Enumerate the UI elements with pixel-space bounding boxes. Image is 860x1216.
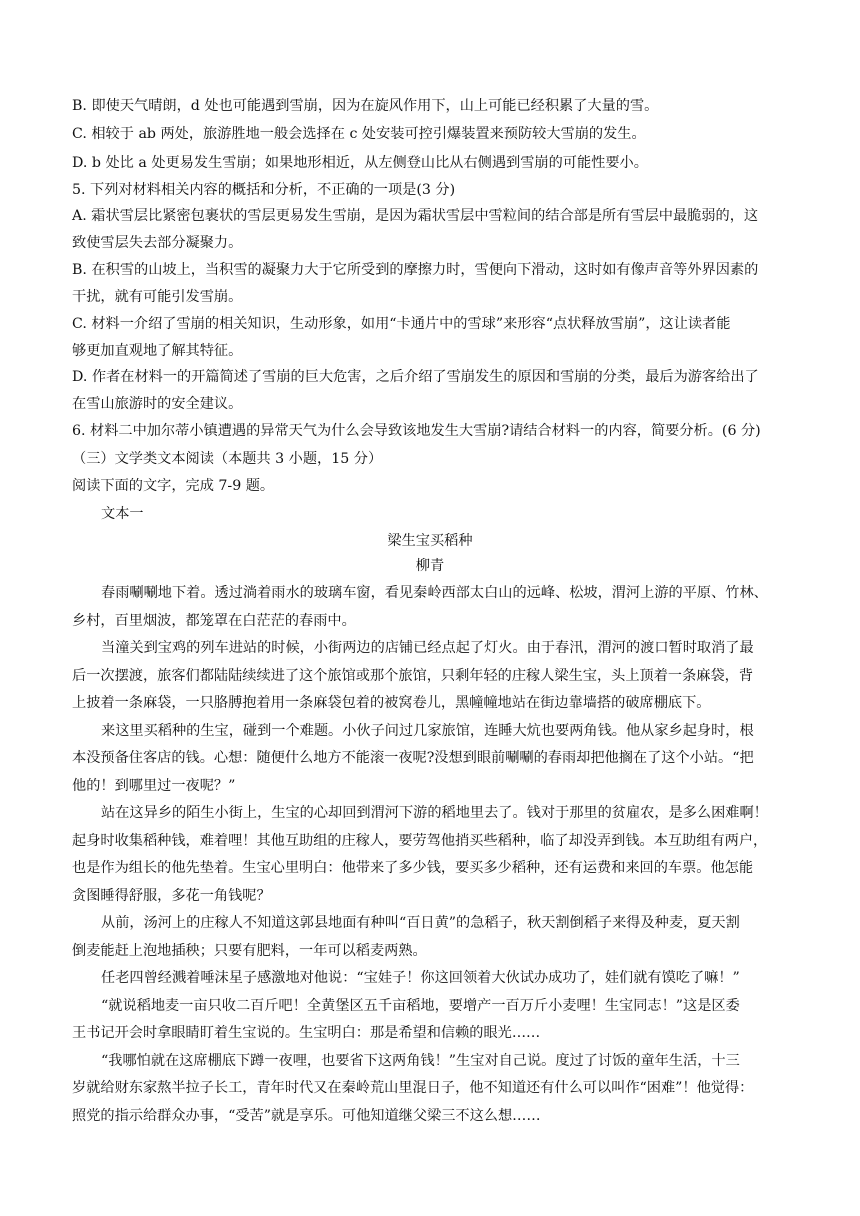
option-b-line: B. 即使天气晴朗，d 处也可能遇到雪崩，因为在旋风作用下，山上可能已经积累了大量的雪。 [72,98,659,114]
paragraph-line: 上披着一条麻袋，一只胳膊抱着用一条麻袋包着的被窝卷儿，黑幢幢地站在街边靠墙搭的破席棚底下。 [72,695,711,711]
q5-option-a-line1: A. 霜状雪层比紧密包裹状的雪层更易发生雪崩，是因为霜状雪层中雪粒间的结合部是所有雪层中最脆弱的，这 [72,208,759,224]
q5-option-c-line1: C. 材料一介绍了雪崩的相关知识，生动形象，如用“卡通片中的雪球”来形容“点状释放雪崩”，这让读者能 [72,316,731,332]
paragraph-line: 站在这异乡的陌生小街上，生宝的心却回到渭河下游的稻地里去了。钱对于那里的贫雇农，是多么困难啊！ [101,805,768,821]
paragraph-line: “我哪怕就在这席棚底下蹲一夜哩，也要省下这两角钱！”生宝对自己说。度过了讨饭的童年生活，十三 [101,1053,740,1069]
paragraph-line: 本没预备住客店的钱。心想：随便什么地方不能滚一夜呢?没想到眼前唰唰的春雨却把他搁在了这个小站。“把 [72,750,754,766]
section-heading: （三）文学类文本阅读（本题共 3 小题，15 分） [72,451,383,467]
q5-option-d-line1: D. 作者在材料一的开篇简述了雪崩的巨大危害，之后介绍了雪崩发生的原因和雪崩的分类，最后为游客给出了 [72,369,759,385]
paragraph-line: 来这里买稻种的生宝，碰到一个难题。小伙子问过几家旅馆，连睡大炕也要两角钱。他从家乡起身时，根 [101,723,754,739]
paragraph-line: 倒麦能赶上泡地插秧；只要有肥料，一年可以稻麦两熟。 [72,943,427,959]
q5-option-b-line2: 干扰，就有可能引发雪崩。 [72,289,243,305]
paragraph-line: 王书记开会时拿眼睛盯着生宝说的。生宝明白：那是希望和信赖的眼光…… [72,1025,541,1041]
paragraph-line: 也是作为组长的他先垫着。生宝心里明白：他带来了多少钱，要买多少稻种，还有运费和来回的车票。他怎能 [72,860,754,876]
paragraph-line: 从前，汤河上的庄稼人不知道这郭县地面有种叫“百日黄”的急稻子，秋天割倒稻子来得及种麦，夏天割 [101,915,740,931]
q5-option-b-line1: B. 在积雪的山坡上，当积雪的凝聚力大于它所受到的摩擦力时，雪便向下滑动，这时如有像声音等外界因素的 [72,262,759,278]
paragraph-line: “就说稻地麦一亩只收二百斤吧！全黄堡区五千亩稻地，要增产一百万斤小麦哩！生宝同志！”这是区委 [101,998,740,1014]
reading-instruction: 阅读下面的文字，完成 7-9 题。 [72,478,275,494]
q5-option-d-line2: 在雪山旅游时的安全建议。 [72,396,243,412]
paragraph-line: 后一次摆渡，旅客们都陆陆续续进了这个旅馆或那个旅馆，只剩年轻的庄稼人梁生宝，头上顶着一条麻袋，背 [72,668,754,684]
story-title: 梁生宝买稻种 [387,533,473,549]
paragraph-line: 任老四曾经溅着唾沫星子感激地对他说：“宝娃子！你这回领着大伙试办成功了，娃们就有馍吃了嘛！” [101,970,740,986]
paragraph-line: 照党的指示给群众办事，“受苦”就是享乐。可他知道继父梁三不这么想…… [72,1108,541,1124]
q5-option-a-line2: 致使雪层失去部分凝聚力。 [72,235,243,251]
story-author: 柳青 [415,558,445,574]
text-one-label: 文本一 [101,506,144,522]
paragraph-line: 他的！到哪里过一夜呢？” [72,778,236,794]
paragraph-line: 乡村，百里烟波，都笼罩在白茫茫的春雨中。 [72,613,356,629]
paragraph-line: 当潼关到宝鸡的列车进站的时候，小街两边的店铺已经点起了灯火。由于春汛，渭河的渡口暂时取消了最 [101,640,754,656]
question-5: 5. 下列对材料相关内容的概括和分析，不正确的一项是(3 分) [72,182,456,198]
paragraph-line: 贪图睡得舒服，多花一角钱呢？ [72,888,271,904]
question-6: 6. 材料二中加尔蒂小镇遭遇的异常天气为什么会导致该地发生大雪崩?请结合材料一的内容，简要分析。(6 分) [72,423,761,439]
option-d-line: D. b 处比 a 处更易发生雪崩；如果地形相近，从左侧登山比从右侧遇到雪崩的可能性要小。 [72,155,648,171]
paragraph-line: 春雨唰唰地下着。透过淌着雨水的玻璃车窗，看见秦岭西部太白山的远峰、松坡，渭河上游的平原、竹林、 [101,585,768,601]
paragraph-line: 岁就给财东家熬半拉子长工，青年时代又在秦岭荒山里混日子，他不知道还有什么可以叫作“困难”！他觉得： [72,1080,754,1096]
q5-option-c-line2: 够更加直观地了解其特征。 [72,343,243,359]
option-c-line: C. 相较于 ab 两处，旅游胜地一般会选择在 c 处安装可控引爆装置来预防较大雪崩的发生。 [72,126,646,142]
paragraph-line: 起身时收集稻种钱，难着哩！其他互助组的庄稼人，要劳驾他捎买些稻种，临了却没弄到钱。本互助组有两户， [72,833,768,849]
